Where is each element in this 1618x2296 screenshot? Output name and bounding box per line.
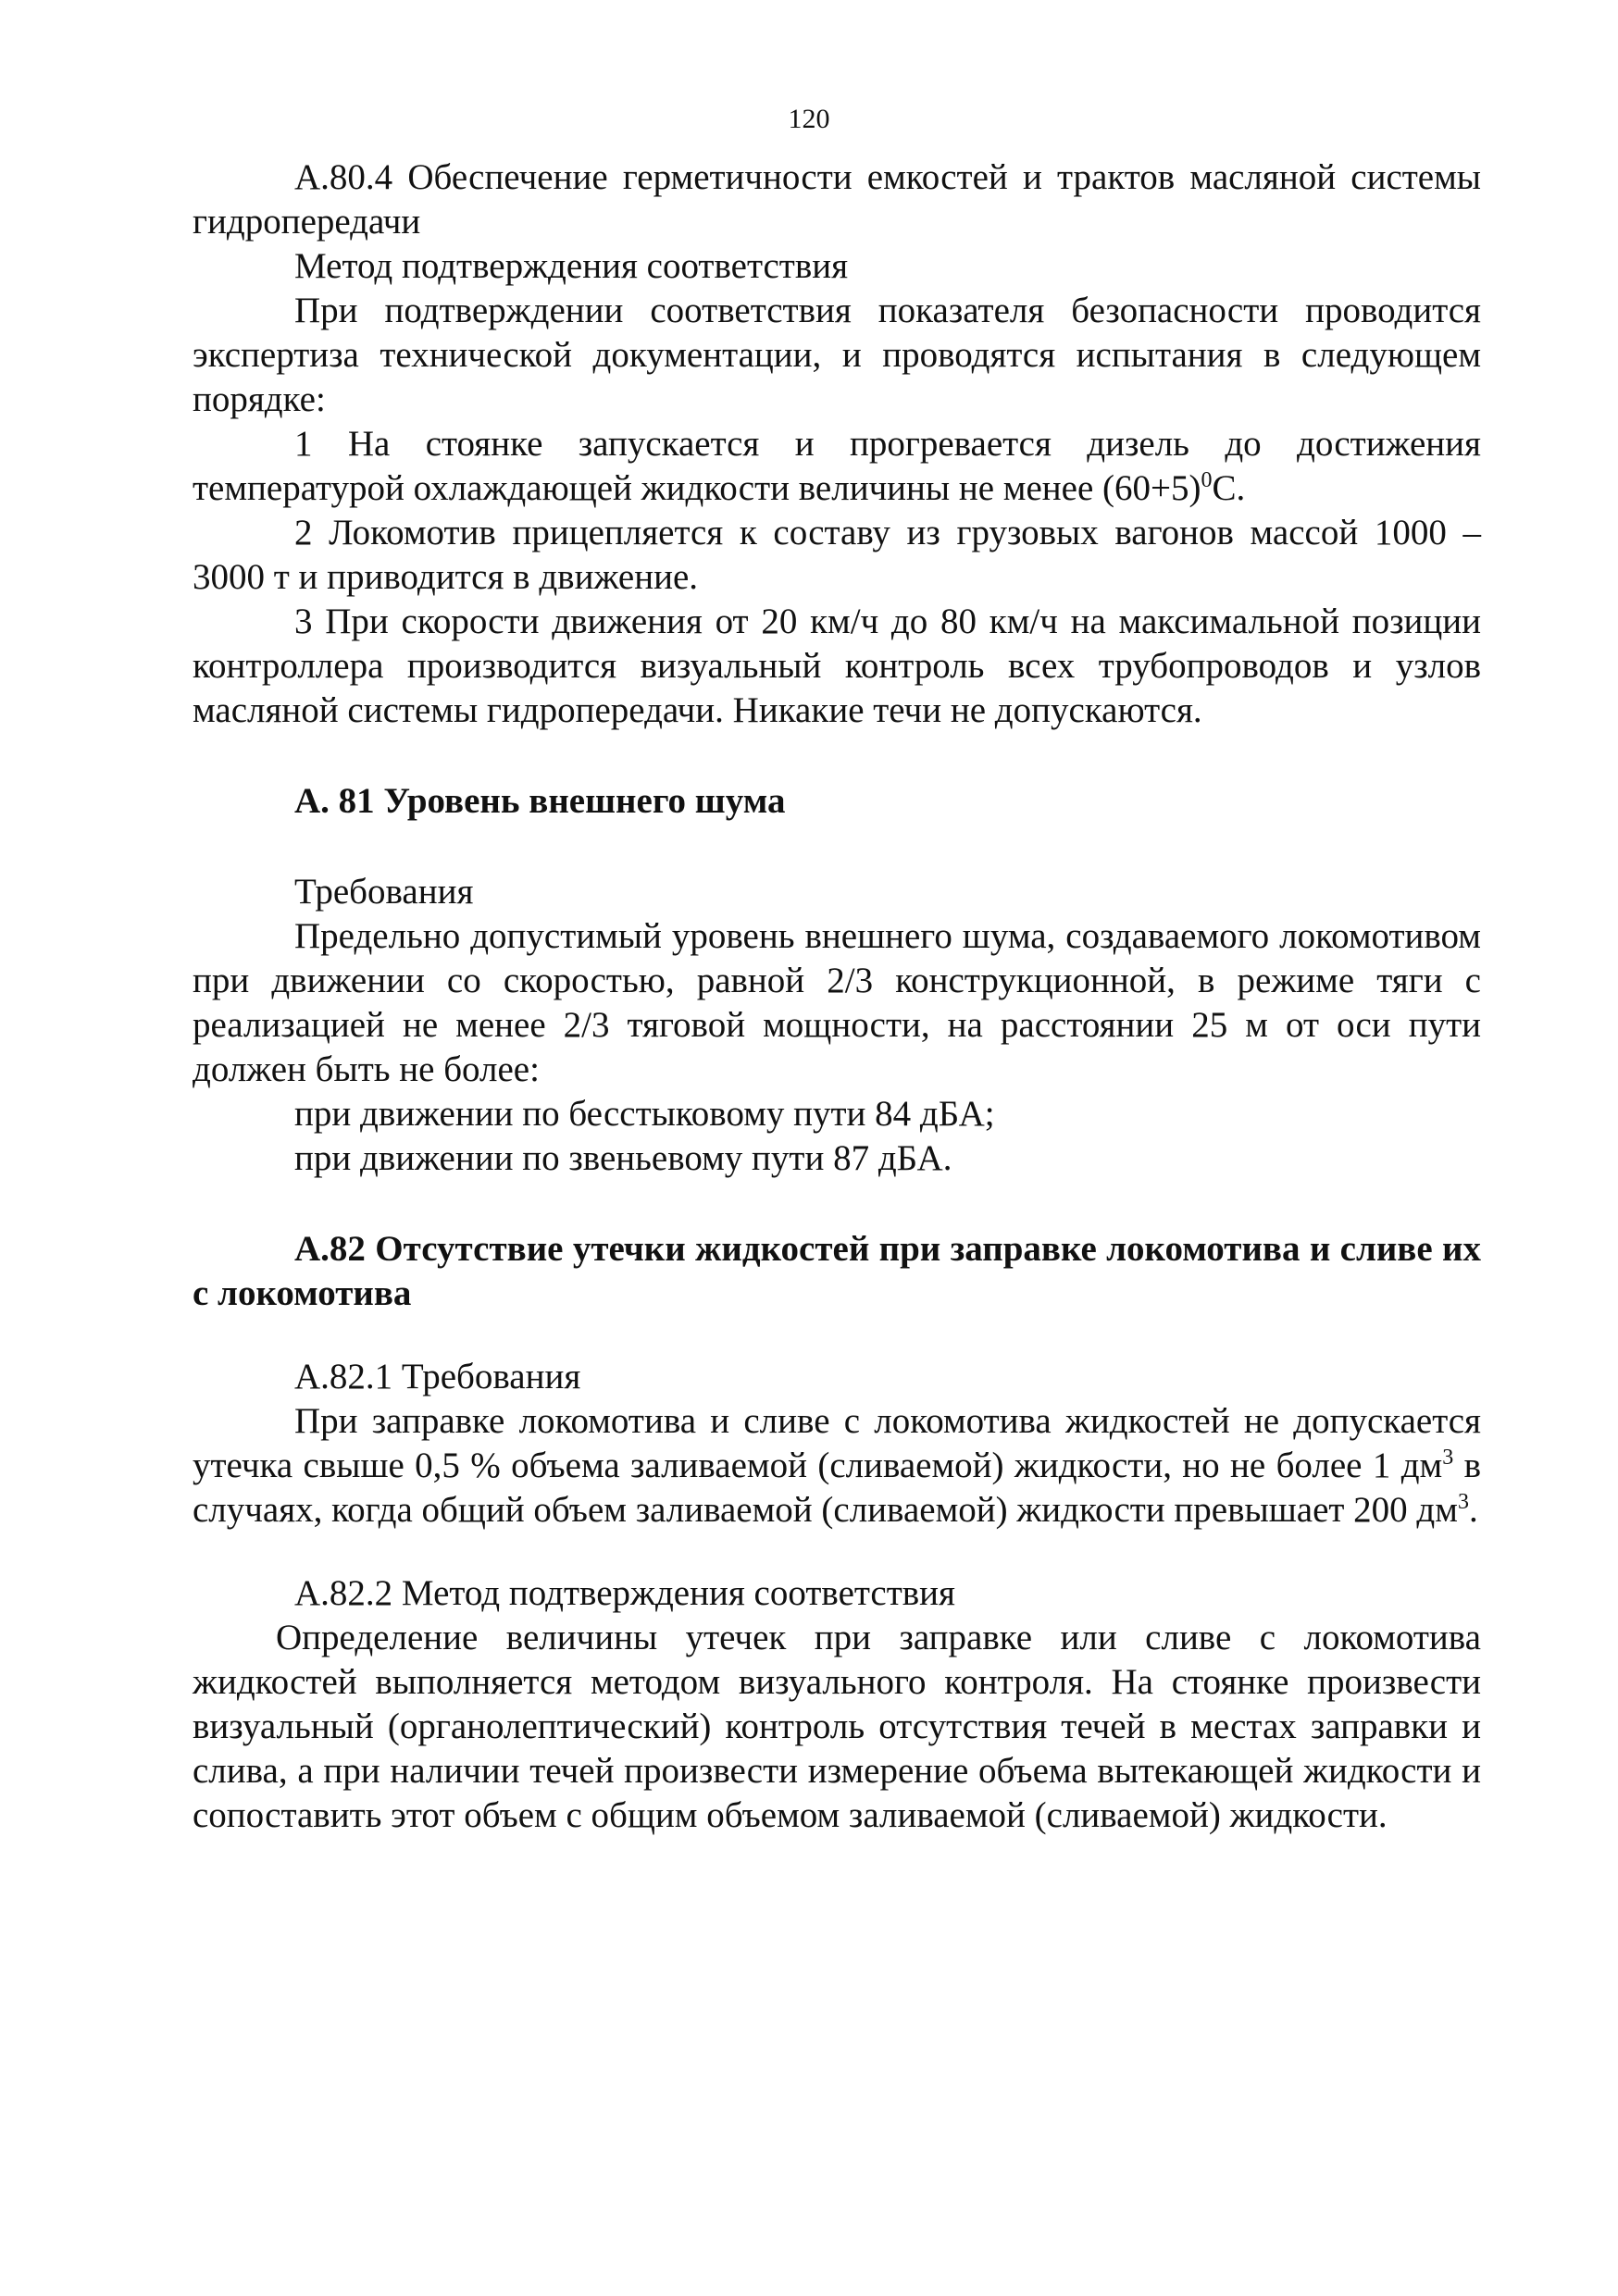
step-1-superscript: 0 bbox=[1201, 468, 1213, 492]
spacer bbox=[193, 1181, 1481, 1227]
a82-1-superscript-2: 3 bbox=[1457, 1490, 1469, 1514]
spacer bbox=[193, 824, 1481, 870]
document-body bbox=[193, 155, 1481, 1838]
section-a81-heading: А. 81 Уровень внешнего шума bbox=[294, 781, 786, 821]
section-a81-requirements-label: Требования bbox=[294, 872, 474, 912]
section-a81-item-1: при движении по бесстыковому пути 84 дБА; bbox=[294, 1094, 995, 1134]
a82-1-text-part-3: . bbox=[1468, 1490, 1478, 1530]
step-1-text: 1 На стоянке запускается и прогревается дизель до достижения температурой охлаждающей жидкости величины не менее (60+5) bbox=[193, 424, 1481, 508]
section-a82-1-text bbox=[193, 1399, 1481, 1533]
section-a82-2-text: Определение величины утечек при заправке или сливе с локомотива жидкостей выполняется методом визуального контроля. На стоянке произвести визуальный (органолептический) контроль отсутствия течей в местах заправки и слива, а при наличии течей произвести измерение объема вытекающей жидкости и сопоставить этот объем с общим объемом заливаемой (сливаемой) жидкости. bbox=[193, 1618, 1481, 1835]
a82-1-text-part-1: При заправке локомотива и сливе с локомотива жидкостей не допускается утечка свыше 0,5 % объема заливаемой (сливаемой) жидкости, но не более 1 дм bbox=[193, 1401, 1481, 1485]
a82-1-text-part-2: в случаях, когда общий объем заливаемой (сливаемой) жидкости превышает 200 дм bbox=[193, 1446, 1482, 1530]
page-number: 120 bbox=[788, 104, 830, 134]
section-a80-4-step-1 bbox=[193, 422, 1481, 511]
section-a82-1-label: А.82.1 Требования bbox=[294, 1357, 581, 1396]
section-a81-text: Предельно допустимый уровень внешнего шума, создаваемого локомотивом при движении со скоростью, равной 2/3 конструкционной, в режиме тяги с реализацией не менее 2/3 тяговой мощности, на расстоянии 25 м от оси пути должен быть не более: bbox=[193, 916, 1481, 1089]
section-a80-4-step-3: 3 При скорости движения от 20 км/ч до 80 км/ч на максимальной позиции контроллера производится визуальный контроль всех трубопроводов и узлов масляной системы гидропередачи. Никакие течи не допускаются. bbox=[193, 602, 1481, 730]
spacer bbox=[193, 1316, 1481, 1355]
step-1-tail: С. bbox=[1212, 468, 1246, 508]
section-a80-4-intro: При подтверждении соответствия показателя безопасности проводится экспертиза технической документации, и проводятся испытания в следующем порядке: bbox=[193, 291, 1481, 419]
section-a80-4-method-label: Метод подтверждения соответствия bbox=[294, 246, 849, 286]
section-a80-4-title: А.80.4 Обеспечение герметичности емкостей и трактов масляной системы гидропередачи bbox=[193, 157, 1481, 242]
section-a82-2-label: А.82.2 Метод подтверждения соответствия bbox=[294, 1573, 955, 1613]
spacer bbox=[193, 733, 1481, 779]
spacer bbox=[193, 1533, 1481, 1571]
a82-1-superscript-1: 3 bbox=[1442, 1446, 1454, 1470]
section-a81-item-2: при движении по звеньевому пути 87 дБА. bbox=[294, 1138, 952, 1178]
section-a80-4-step-2: 2 Локомотив прицепляется к составу из грузовых вагонов массой 1000 – 3000 т и приводится в движение. bbox=[193, 513, 1481, 597]
section-a82-heading: А.82 Отсутствие утечки жидкостей при заправке локомотива и сливе их с локомотива bbox=[193, 1229, 1481, 1313]
